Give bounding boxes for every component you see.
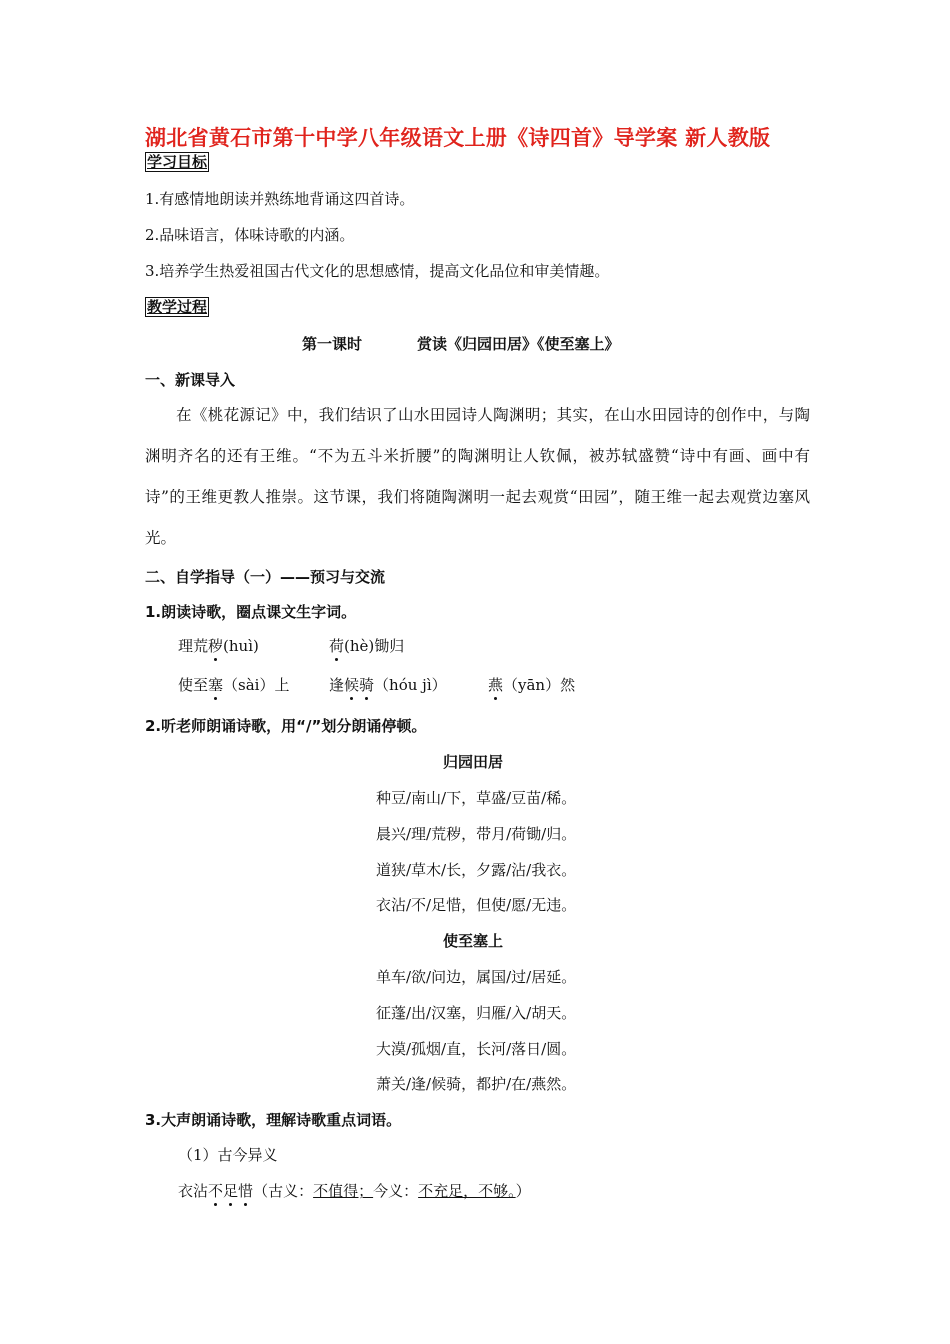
intro-paragraph: 在《桃花源记》中，我们结识了山水田园诗人陶渊明；其实，在山水田园诗的创作中，与陶渊明齐名的还有王维。“不为五斗米折腰”的陶渊明让人钦佩，被苏轼盛赞“诗中有画、画中有诗”的王维更教人推崇。这节课，我们将随陶渊明一起去观赏“田园”，随王维一起去观赏边塞风光。 — [145, 406, 810, 547]
objectives-heading: 学习目标 — [147, 153, 208, 171]
vocab-word-hechu: 荷(hè)锄归 — [329, 637, 405, 655]
vocab-word-yan: 燕（yān）然 — [488, 676, 576, 694]
process-heading: 教学过程 — [147, 298, 208, 316]
lesson-title: 赏读《归园田居》《使至塞上》 — [417, 335, 620, 353]
objective-item: 2.品味语言，体味诗歌的内涵。 — [145, 226, 355, 244]
example-buzuxi: 衣沾不足惜（古义：不值得；今义：不充足，不够。） — [178, 1182, 531, 1200]
document-title: 湖北省黄石市第十中学八年级语文上册《诗四首》导学案 新人教版 — [145, 126, 771, 150]
poem1-line: 种豆/南山/下，草盛/豆苗/稀。 — [376, 789, 577, 807]
poem2-line: 单车/欲/问边，属国/过/居延。 — [376, 968, 577, 986]
question-2: 2.听老师朗诵诗歌，用“/”划分朗诵停顿。 — [145, 717, 427, 735]
poem2-line: 萧关/逢/候骑，都护/在/燕然。 — [376, 1075, 577, 1093]
subheading-gujin: （1）古今异义 — [178, 1146, 278, 1164]
poem1-line: 晨兴/理/荒秽，带月/荷锄/归。 — [376, 825, 577, 843]
poem2-title: 使至塞上 — [443, 932, 504, 950]
section1-heading: 一、新课导入 — [145, 371, 236, 389]
poem2-line: 征蓬/出/汉塞，归雁/入/胡天。 — [376, 1004, 577, 1022]
lesson-label: 第一课时 — [302, 335, 363, 353]
poem1-line: 衣沾/不/足惜，但使/愿/无违。 — [376, 896, 577, 914]
question-1: 1.朗读诗歌，圈点课文生字词。 — [145, 603, 357, 621]
vocab-word-houji: 逢候骑（hóu jì） — [329, 676, 447, 694]
poem2-line: 大漠/孤烟/直，长河/落日/圆。 — [376, 1040, 577, 1058]
question-3: 3.大声朗诵诗歌，理解诗歌重点词语。 — [145, 1111, 402, 1129]
vocab-word-sai: 使至塞（sài）上 — [178, 676, 290, 694]
vocab-word-huisui: 理荒秽(huì) — [178, 637, 259, 655]
poem1-title: 归园田居 — [443, 753, 504, 771]
section2-heading: 二、自学指导（一）——预习与交流 — [145, 568, 386, 586]
objective-item: 1.有感情地朗读并熟练地背诵这四首诗。 — [145, 190, 415, 208]
objective-item: 3.培养学生热爱祖国古代文化的思想感情，提高文化品位和审美情趣。 — [145, 262, 610, 280]
poem1-line: 道狭/草木/长，夕露/沾/我衣。 — [376, 861, 577, 879]
